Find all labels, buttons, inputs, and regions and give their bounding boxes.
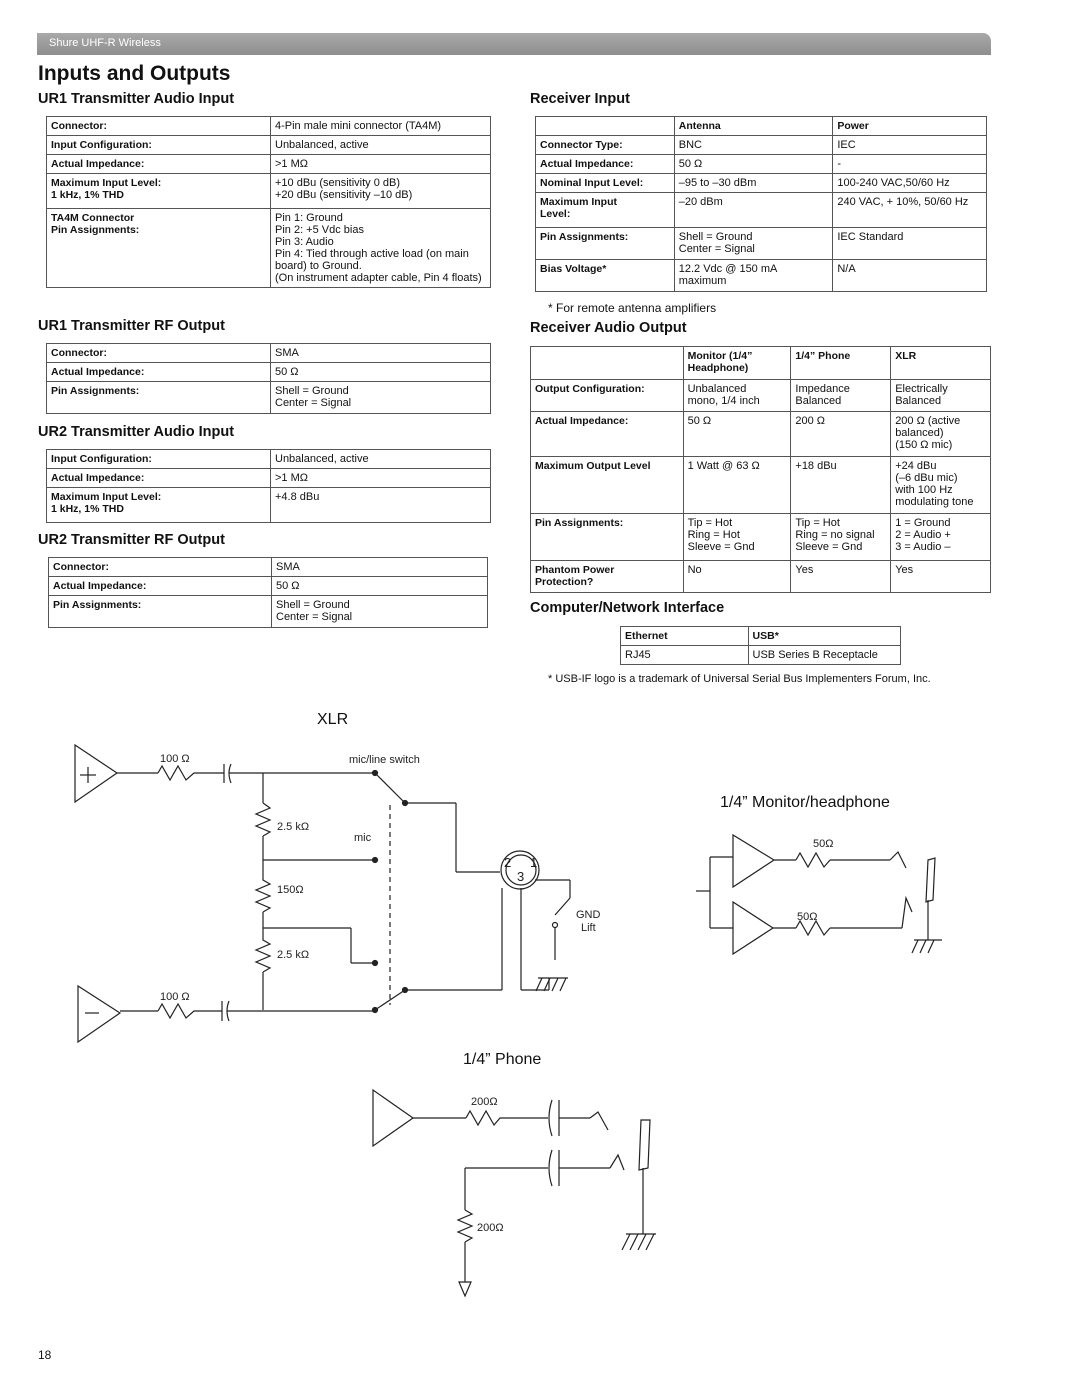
gnd-lift-switch [555, 898, 570, 915]
table-cell: Maximum Input Level: [536, 193, 675, 228]
table-cell: Actual Impedance: [47, 155, 271, 174]
table-cell: USB* [748, 627, 900, 646]
table-cell: BNC [674, 136, 833, 155]
capacitor-icon [549, 1150, 552, 1186]
receiver-input-footnote: * For remote antenna amplifiers [548, 301, 717, 315]
monitor-r-bot: 50Ω [797, 911, 818, 923]
network-footnote: * USB-IF logo is a trademark of Universal Serial Bus Implementers Forum, Inc. [548, 673, 931, 685]
table-cell: Actual Impedance: [47, 469, 271, 488]
table-cell: Maximum Input Level: 1 kHz, 1% THD [47, 174, 271, 209]
resistor-icon [256, 928, 270, 972]
xlr-diagram-title: XLR [317, 711, 349, 728]
minus-amplifier-icon [78, 986, 120, 1042]
header-brand: Shure UHF-R Wireless [49, 37, 161, 49]
ur1-rf-title: UR1 Transmitter RF Output [38, 318, 225, 334]
table-cell: –95 to –30 dBm [674, 174, 833, 193]
table-cell: TA4M Connector Pin Assignments: [47, 209, 271, 288]
phone-r-top: 200Ω [471, 1096, 498, 1108]
table-cell: Connector: [47, 344, 271, 363]
resistor-icon [158, 766, 198, 780]
xlr-r-in-bot: 100 Ω [160, 991, 190, 1003]
table-cell: Impedance Balanced [791, 380, 891, 412]
table-cell: Tip = Hot Ring = Hot Sleeve = Gnd [683, 514, 791, 561]
table-cell: Maximum Input Level: 1 kHz, 1% THD [47, 488, 271, 523]
table-cell: Input Configuration: [47, 136, 271, 155]
table-cell: +18 dBu [791, 457, 891, 514]
plus-amplifier-icon [75, 745, 117, 802]
table-cell: USB Series B Receptacle [748, 646, 900, 665]
table-cell: 50 Ω [271, 363, 491, 382]
table-cell: +10 dBu (sensitivity 0 dB) +20 dBu (sensitivity –10 dB) [271, 174, 491, 209]
table-cell: Actual Impedance: [536, 155, 675, 174]
table-cell: Electrically Balanced [891, 380, 991, 412]
table-cell: >1 MΩ [271, 155, 491, 174]
table-cell: 100-240 VAC,50/60 Hz [833, 174, 987, 193]
table-cell: Connector: [47, 117, 271, 136]
table-cell: Input Configuration: [47, 450, 271, 469]
table-cell: Shell = Ground Center = Signal [674, 228, 833, 260]
amplifier-icon [733, 902, 773, 954]
table-cell: Pin Assignments: [531, 514, 684, 561]
jack-icon [926, 858, 935, 902]
xlr-r3: 2.5 kΩ [277, 949, 310, 961]
table-cell: No [683, 561, 791, 593]
table-cell: Pin Assignments: [536, 228, 675, 260]
table-cell: Nominal Input Level: [536, 174, 675, 193]
table-cell: 240 VAC, + 10%, 50/60 Hz [833, 193, 987, 228]
table-cell: –20 dBm [674, 193, 833, 228]
resistor-icon [796, 921, 830, 935]
table-cell: >1 MΩ [271, 469, 491, 488]
table-cell: 50 Ω [683, 412, 791, 457]
resistor-icon [466, 1111, 520, 1125]
xlr-lift-label: Lift [581, 922, 596, 934]
table-cell: SMA [271, 344, 491, 363]
table-cell: IEC [833, 136, 987, 155]
table-cell: Actual Impedance: [531, 412, 684, 457]
table-cell: Unbalanced, active [271, 450, 491, 469]
table-cell: Pin Assignments: [47, 382, 271, 414]
table-cell: Tip = Hot Ring = no signal Sleeve = Gnd [791, 514, 891, 561]
table-cell: Pin 1: Ground Pin 2: +5 Vdc bias Pin 3: Audio Pin 4: Tied through active load (on main board) to Ground. (On instrument adapter cable, Pin 4 floats) [271, 209, 491, 288]
table-cell: Shell = Ground Center = Signal [271, 382, 491, 414]
xlr-mic-label: mic [354, 832, 372, 844]
ur1-audio-title: UR1 Transmitter Audio Input [38, 91, 235, 107]
table-cell: Actual Impedance: [49, 577, 272, 596]
ur2-rf-title: UR2 Transmitter RF Output [38, 532, 225, 548]
resistor-icon [158, 1004, 198, 1018]
page-number: 18 [38, 1348, 52, 1362]
amplifier-icon [373, 1090, 413, 1146]
xlr-pin2: 2 [504, 855, 512, 870]
table-cell: Power [833, 117, 987, 136]
table-cell: 4-Pin male mini connector (TA4M) [271, 117, 491, 136]
xlr-schematic [75, 745, 570, 1042]
table-cell: Maximum Output Level [531, 457, 684, 514]
table-cell: Phantom Power Protection? [531, 561, 684, 593]
table-cell: 200 Ω [791, 412, 891, 457]
resistor-icon [796, 853, 830, 867]
table-cell: Unbalanced mono, 1/4 inch [683, 380, 791, 412]
table-cell: RJ45 [621, 646, 749, 665]
table-cell: Bias Voltage* [536, 260, 675, 292]
table-cell: 200 Ω (active balanced) (150 Ω mic) [891, 412, 991, 457]
table-cell: XLR [891, 347, 991, 380]
monitor-diagram-title: 1/4” Monitor/headphone [720, 794, 890, 811]
resistor-icon [458, 1210, 472, 1242]
table-cell: N/A [833, 260, 987, 292]
ur2-audio-title: UR2 Transmitter Audio Input [38, 424, 235, 440]
table-cell: 1 Watt @ 63 Ω [683, 457, 791, 514]
table-cell: Actual Impedance: [47, 363, 271, 382]
table-cell: Pin Assignments: [49, 596, 272, 628]
xlr-gnd-label: GND [576, 909, 601, 921]
resistor-icon [256, 860, 270, 912]
table-cell: Antenna [674, 117, 833, 136]
resistor-icon [256, 803, 270, 836]
table-cell: IEC Standard [833, 228, 987, 260]
network-title: Computer/Network Interface [530, 600, 725, 616]
table-cell: 50 Ω [674, 155, 833, 174]
receiver-input-title: Receiver Input [530, 91, 630, 107]
xlr-pin1: 1 [530, 855, 538, 870]
xlr-switch-label: mic/line switch [349, 754, 420, 766]
monitor-r-top: 50Ω [813, 838, 834, 850]
phone-schematic [373, 1090, 656, 1296]
page-title: Inputs and Outputs [38, 62, 231, 85]
capacitor-icon [549, 1100, 552, 1136]
mic-line-switch [375, 773, 405, 803]
table-cell: Monitor (1/4” Headphone) [683, 347, 791, 380]
table-cell: +24 dBu (–6 dBu mic) with 100 Hz modulating tone [891, 457, 991, 514]
receiver-audio-title: Receiver Audio Output [530, 320, 687, 336]
monitor-schematic [696, 835, 942, 954]
xlr-pin3: 3 [517, 869, 525, 884]
amplifier-icon [733, 835, 774, 887]
xlr-r2: 150Ω [277, 884, 304, 896]
table-cell: Output Configuration: [531, 380, 684, 412]
xlr-r1: 2.5 kΩ [277, 821, 310, 833]
table-cell: 1/4” Phone [791, 347, 891, 380]
table-cell: Unbalanced, active [271, 136, 491, 155]
table-cell: +4.8 dBu [271, 488, 491, 523]
table-cell: Yes [891, 561, 991, 593]
xlr-r-in-top: 100 Ω [160, 753, 190, 765]
table-cell: Ethernet [621, 627, 749, 646]
jack-icon [639, 1120, 650, 1170]
phone-r-bot: 200Ω [477, 1222, 504, 1234]
table-cell: 12.2 Vdc @ 150 mA maximum [674, 260, 833, 292]
table-cell: 1 = Ground 2 = Audio + 3 = Audio – [891, 514, 991, 561]
table-cell: 50 Ω [272, 577, 488, 596]
table-cell: SMA [272, 558, 488, 577]
table-cell: Yes [791, 561, 891, 593]
table-cell: Shell = Ground Center = Signal [272, 596, 488, 628]
phone-diagram-title: 1/4” Phone [463, 1051, 542, 1068]
table-cell: - [833, 155, 987, 174]
ground-icon [459, 1282, 471, 1296]
table-cell: Connector Type: [536, 136, 675, 155]
table-cell: Connector: [49, 558, 272, 577]
